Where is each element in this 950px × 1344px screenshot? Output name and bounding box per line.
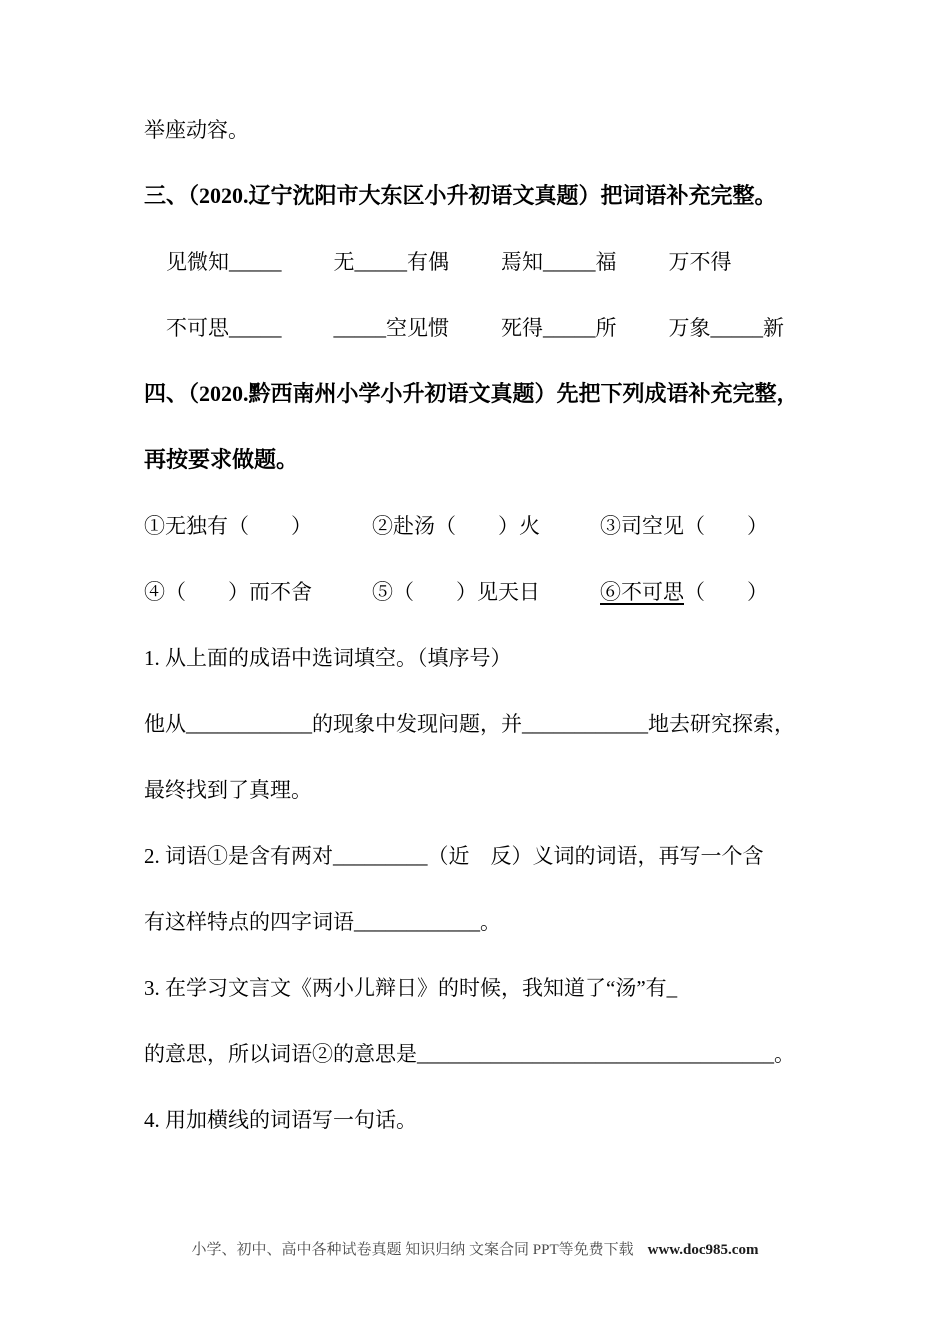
paragraph-continuation: 举座动容。	[144, 118, 249, 142]
idiom-blank: 万不得	[668, 250, 732, 274]
section3-row2	[144, 314, 810, 342]
idiom-item	[600, 578, 768, 606]
idiom-blank: _____空见惯	[333, 316, 449, 340]
question-1: 1. 从上面的成语中选词填空。（填序号）	[144, 646, 512, 670]
question-4: 4. 用加横线的词语写一句话。	[144, 1108, 417, 1132]
idiom-item: ⑤（ ）见天日	[372, 580, 540, 604]
question-3-line1: 3. 在学习文言文《两小儿辩日》的时候，我知道了“汤”有_	[144, 976, 678, 1000]
idiom-blank: 见微知_____	[166, 250, 282, 274]
idiom-blank: 不可思_____	[166, 316, 282, 340]
question-1-fill-line2: 最终找到了真理。	[144, 778, 312, 802]
idiom-blank: 万象_____新	[668, 316, 784, 340]
section4-heading-line2: 再按要求做题。	[144, 447, 299, 472]
question-2-line2: 有这样特点的四字词语____________。	[144, 910, 501, 934]
section4-heading-line1: 四、（2020.黔西南州小学小升初语文真题）先把下列成语补充完整，	[144, 381, 799, 406]
footer-info-text: 小学、初中、高中各种试卷真题 知识归纳 文案合同 PPT等免费下载	[191, 1242, 634, 1258]
underlined-idiom: ⑥不可思	[600, 580, 684, 604]
question-2-line1: 2. 词语①是含有两对_________（近 反）义词的词语，再写一个含	[144, 844, 764, 868]
footer-site-url: www.doc985.com	[647, 1242, 759, 1258]
idiom-item: ③司空见（ ）	[600, 514, 768, 538]
idiom-blank: 无_____有偶	[333, 250, 449, 274]
section3-row1	[144, 248, 810, 276]
question-1-fill-line1: 他从____________的现象中发现问题，并____________地去研究探索，	[144, 712, 795, 736]
section4-idioms-row2	[144, 578, 810, 606]
idiom-item: ①无独有（ ）	[144, 514, 312, 538]
section4-idioms-row1	[144, 512, 810, 540]
question-3-line2: 的意思，所以词语②的意思是__________________________________。	[144, 1042, 795, 1066]
idiom-blank: 死得_____所	[501, 316, 617, 340]
section3-heading: 三、（2020.辽宁沈阳市大东区小升初语文真题）把词语补充完整。	[144, 183, 777, 208]
idiom-blank: 焉知_____福	[501, 250, 617, 274]
idiom-item-rest: （ ）	[684, 580, 768, 604]
idiom-item: ④（ ）而不舍	[144, 580, 312, 604]
page-footer	[0, 1238, 950, 1259]
document-content	[144, 116, 810, 1172]
idiom-item: ②赴汤（ ）火	[372, 514, 540, 538]
